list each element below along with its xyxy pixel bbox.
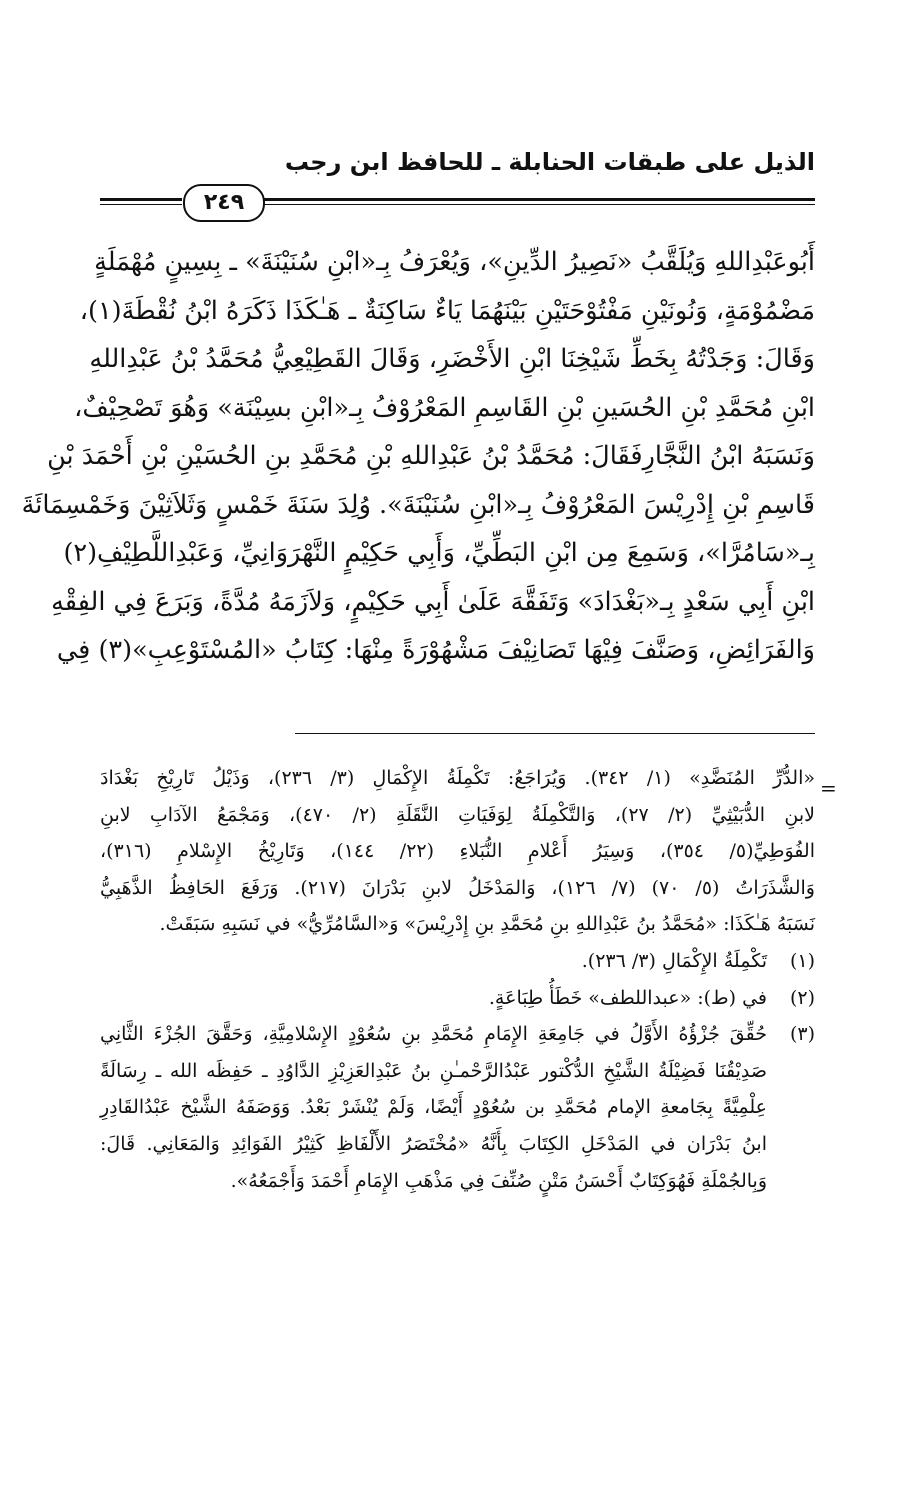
footnote-2	[100, 980, 815, 1017]
header-rule	[262, 204, 815, 205]
footnotes	[100, 760, 815, 1199]
text-line: أَبُوعَبْدِاللهِ وَيُلَقَّبُ «نَصِيرُ الدِّينِ»، وَيُعْرَفُ بِـ«ابْنِ سُنَيْنَةَ» ـ بِسِينٍ مُهْمَلَةٍ	[94, 247, 815, 277]
text-line: وَقَالَ: وَجَدْتُهُ بِخَطِّ شَيْخِنَا ابْنِ الأَخْضَرِ، وَقَالَ القَطِيْعِيُّ مُحَمَّدُ بْنُ عَبْدِاللهِ	[89, 344, 815, 374]
page-number: ٢٤٩	[183, 184, 265, 222]
continuation-mark: =	[820, 776, 837, 800]
footnote-line: لابنِ الدُّبَيْثِيِّ (٢/ ٢٧)، وَالتَّكْمِلَةُ لِوَفَيَاتِ النَّقَلَةِ (٢/ ٤٧٠)، وَمَجْمَعُ الآدَابِ لابنِ	[100, 803, 816, 826]
footnote-line: صَدِيْقُنَا فَضِيْلَةُ الشَّيْخِ الدُّكْتور عَبْدُالرَّحْمـٰنِ بنُ عَبْدِالعَزِيْزِ الدَّاوُدِ ـ حَفِظَه الله ـ رِسَالَةً	[100, 1059, 767, 1082]
text-line: قَاسِمِ بْنِ إِدْرِيْسَ المَعْرُوْفُ بِـ«ابْنِ سُنَيْنَةَ». وُلِدَ سَنَةَ خَمْسٍ وَثَلاَثِيْنَ وَخَمْسِمَائَةَ	[21, 489, 815, 520]
header-rule	[262, 198, 815, 201]
text-line: مَضْمُوْمَةٍ، وَنُونَيْنِ مَفْتُوْحَتَيْنِ بَيْنَهُمَا يَاءٌ سَاكِنَةٌ ـ هَـٰكَذَا ذَكَرَهُ ابْنُ نُقْطَةَ(١)،	[79, 295, 815, 326]
footnote-line: حُقِّقَ جُزْؤُهُ الأَوَّلُ في جَامِعَةِ الإِمَامِ مُحَمَّدِ بنِ سُعُوْدٍ الإِسْلامِيَّةِ، وَحَقَّقَ الجُزْءَ الثَّانِي	[100, 1023, 767, 1046]
footnote-line: عِلْمِيَّةً بِجَامعةِ الإمام مُحَمَّدِ بن سُعُوْدٍ أَيْضًا، وَلَمْ يُنْشَرْ بَعْدُ. وَوَصَفَهُ الشَّيْخ عَبْدُالقَادِرِ	[100, 1096, 767, 1119]
footnote-line: تَكْمِلَةُ الإِكْمَالِ (٣/ ٢٣٦).	[581, 949, 767, 972]
main-text	[21, 238, 815, 675]
running-header-title: الذيل على طبقات الحنابلة ـ للحافظ ابن رجب	[284, 148, 815, 176]
footnote-separator	[295, 733, 815, 734]
footnote-line: نَسَبَهُ هَـٰكَذَا: «مُحَمَّدُ بنُ عَبْدِاللهِ بنِ مُحَمَّدِ بنِ إِدْرِيْسَ» وَ«السَّامُرِّيُّ» في نَسَبِهِ سَبَقَتْ.	[159, 913, 815, 936]
header-rule	[100, 198, 182, 201]
text-line: بِـ«سَامُرَّا»، وَسَمِعَ مِن ابْنِ البَطِّيِّ، وَأَبِي حَكِيْمٍ النَّهْرَوَانِيِّ، وَعَبْدِاللَّطِيْفِ(٢)	[63, 538, 815, 568]
footnote-1	[100, 943, 815, 980]
footnote-3	[100, 1016, 815, 1199]
text-line: وَالفَرَائِضِ، وَصَنَّفَ فِيْهَا تَصَانِيْفَ مَشْهُوْرَةً مِنْهَا: كِتَابُ «المُسْتَوْعِبِ»(٣) فِي	[56, 635, 815, 665]
footnote-number: (٢)	[789, 986, 815, 1009]
header-rule	[100, 204, 182, 205]
footnote-continuation	[100, 760, 815, 943]
footnote-line: في (ط): «عبداللطف» خَطَأُ طِبَاعَةٍ.	[488, 986, 767, 1009]
footnote-number: (٣)	[789, 1023, 815, 1046]
footnote-line: ابنُ بَدْرَان في المَدْخَلِ الكِتَابَ بِأَنَّهُ «مُخْتَصَرُ الأَلْفَاظِ كَثِيْرُ الفَوَائِدِ وَالمَعَانِي. قَالَ:	[100, 1132, 767, 1155]
footnote-line: وَالشَّذَرَاتُ (٥/ ٧٠) (٧/ ١٢٦)، وَالمَدْخَلُ لابنِ بَدْرَانَ (٢١٧). وَرَفَعَ الحَافِظُ الذَّهَبِيُّ	[100, 876, 815, 899]
footnote-line: الفُوَطِيِّ(٥/ ٣٥٤)، وَسِيَرُ أَعْلامِ النُّبَلاءِ (٢٢/ ١٤٤)، وَتَارِيْخُ الإِسْلامِ (٣١٦)،	[100, 840, 815, 863]
footnote-line: وَبِالجُمْلَةِ فَهُوَكِتَابٌ أَحْسَنُ مَتْنٍ صُنِّفَ فِي مَذْهَبِ الإِمَامِ أَحْمَدَ وَأَجْمَعُهُ».	[230, 1169, 767, 1192]
text-line: وَنَسَبَهُ ابْنُ النَّجَّارِفَقَالَ: مُحَمَّدُ بْنُ عَبْدِاللهِ بْنِ مُحَمَّدِ بنِ الحُسَيْنِ بْنِ أَحْمَدَ بْنِ	[47, 441, 815, 471]
footnote-number: (١)	[789, 949, 815, 972]
footnote-line: «الدُّرِّ المُنَضَّدِ» (١/ ٣٤٢). وَيُرَاجَعُ: تَكْمِلَةُ الإِكْمَالِ (٣/ ٢٣٦)، وَذَيْلُ تَارِيْخِ بَغْدَادَ	[100, 767, 815, 789]
text-line: ابْنِ أَبِي سَعْدٍ بِـ«بَغْدَادَ» وَتَفَقَّهَ عَلَىٰ أَبِي حَكِيْمٍ، وَلاَزَمَهُ مُدَّةً، وَبَرَعَ فِي الفِقْهِ	[51, 586, 815, 617]
text-line: ابْنِ مُحَمَّدِ بْنِ الحُسَينِ بْنِ القَاسِمِ المَعْرُوْفُ بِـ«ابْنِ بسِيْنَة» وَهُوَ تَصْحِيْفٌ،	[74, 392, 815, 423]
